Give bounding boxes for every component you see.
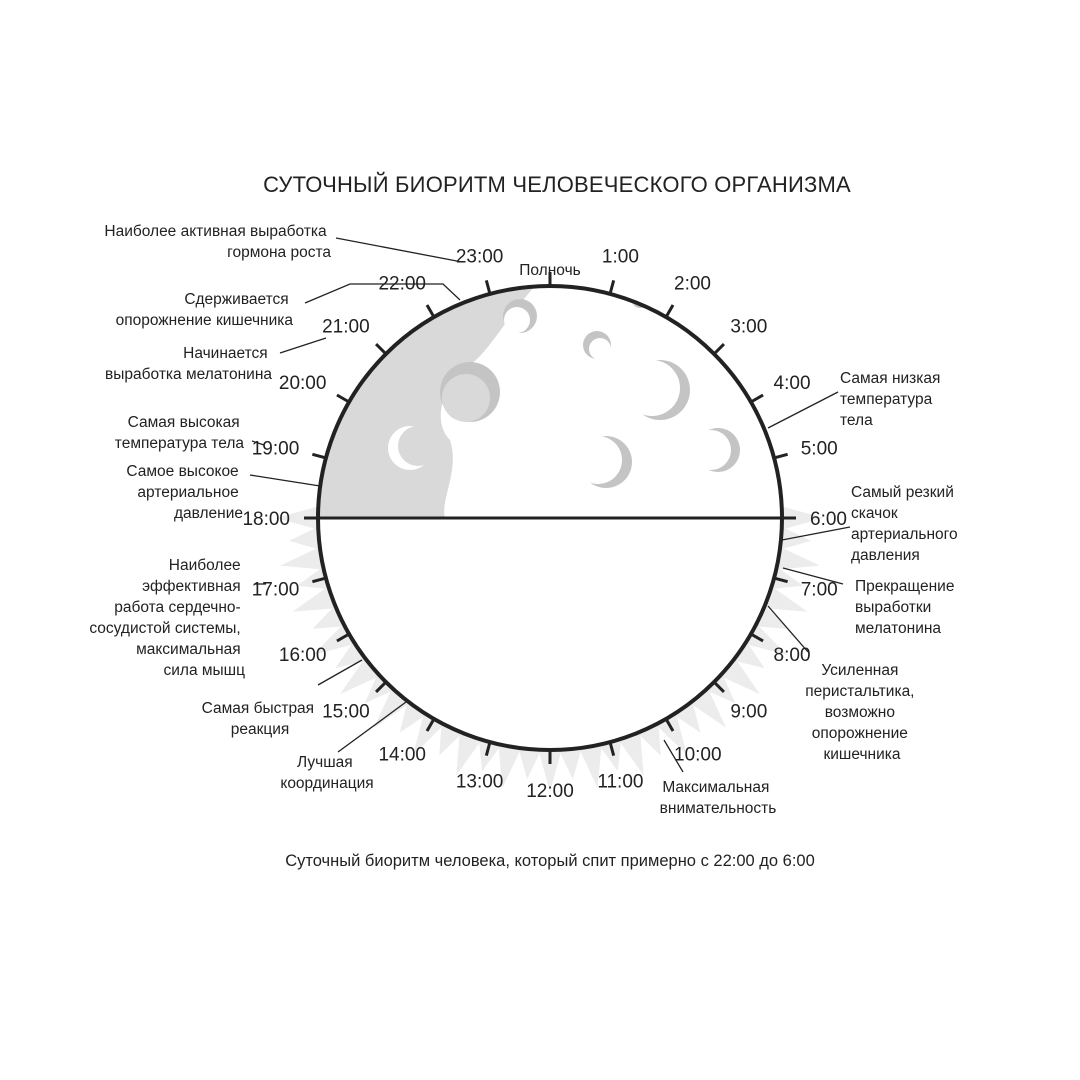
note-line: выработка мелатонина (105, 366, 272, 383)
note-line: Прекращение (855, 578, 955, 595)
note-best-coordination (280, 754, 373, 792)
hour-tick (666, 305, 674, 318)
note-line: Самое высокое (126, 463, 239, 480)
note-line: Самый резкий (851, 484, 954, 501)
note-line: гормона роста (227, 244, 331, 261)
note-line: мелатонина (855, 620, 942, 637)
hour-label: 16:00 (278, 645, 327, 666)
note-line: выработки (855, 599, 932, 616)
note-growth-hormone (104, 223, 331, 261)
sun-ray (289, 527, 320, 550)
note-peristalsis (805, 662, 919, 763)
note-line: Сдерживается (184, 291, 289, 308)
note-line: Усиленная (821, 662, 899, 679)
note-line: давление (173, 505, 243, 522)
hour-label: 12:00 (526, 781, 574, 802)
note-line: Максимальная (662, 779, 770, 796)
note-line: тела (840, 412, 873, 429)
note-line: Самая высокая (127, 414, 240, 431)
hour-tick (337, 395, 350, 403)
note-line: скачок (851, 505, 898, 522)
diagram-title: СУТОЧНЫЙ БИОРИТМ ЧЕЛОВЕЧЕСКОГО ОРГАНИЗМА (263, 172, 851, 197)
hour-tick (427, 305, 435, 318)
note-bowel-suppressed (116, 291, 294, 329)
note-line: температура (840, 391, 933, 408)
note-line: возможно (824, 704, 895, 721)
sun-ray (559, 748, 582, 779)
sun-ray (776, 547, 820, 570)
note-line: Наиболее (168, 557, 241, 574)
note-line: Наиболее активная выработка (104, 223, 327, 240)
hour-label: 18:00 (242, 509, 290, 530)
note-highest-temp (115, 414, 245, 452)
note-line: работа сердечно- (114, 599, 241, 616)
hour-label: 9:00 (730, 701, 768, 723)
note-max-attention (660, 779, 777, 817)
note-line: давления (851, 547, 920, 564)
hour-label: 1:00 (601, 246, 639, 268)
note-melatonin-stop (855, 578, 959, 637)
note-line: опорожнение кишечника (115, 312, 293, 329)
note-line: температура тела (114, 435, 244, 452)
hour-label: 23:00 (455, 246, 504, 268)
hour-label: 21:00 (322, 316, 370, 338)
note-lowest-temp (840, 370, 945, 429)
note-line: перистальтика, (805, 683, 915, 700)
note-line: максимальная (136, 641, 241, 658)
note-bp-jump (851, 484, 962, 564)
hour-label: 4:00 (773, 373, 811, 394)
hour-tick (713, 344, 724, 355)
hour-tick (376, 344, 387, 355)
hour-label: 8:00 (773, 645, 811, 666)
hour-label: 14:00 (378, 744, 426, 766)
note-line: реакция (230, 721, 290, 738)
note-highest-bp (126, 463, 243, 522)
note-line: Начинается (183, 345, 268, 362)
note-line: координация (280, 775, 374, 792)
hour-label: 6:00 (810, 509, 847, 530)
diagram-caption: Суточный биоритм человека, который спит примерно с 22:00 до 6:00 (285, 852, 815, 870)
note-line: Лучшая (297, 754, 353, 771)
note-line: Самая быстрая (201, 700, 315, 717)
note-melatonin-start (105, 345, 272, 383)
hour-label: 3:00 (730, 316, 768, 338)
note-cardio (89, 557, 245, 679)
note-line: сила мышц (163, 662, 245, 679)
hour-tick (750, 395, 763, 403)
hour-label: 7:00 (800, 579, 838, 601)
hour-label: 11:00 (597, 771, 644, 793)
note-line: внимательность (659, 800, 777, 817)
midnight-label: Полночь (519, 262, 581, 279)
note-line: опорожнение (811, 725, 908, 742)
note-line: артериального (851, 526, 958, 543)
hour-label: 19:00 (251, 438, 300, 460)
sun-ray (518, 748, 541, 779)
note-line: кишечника (823, 746, 901, 763)
note-line: эффективная (142, 578, 241, 595)
hour-label: 20:00 (278, 373, 327, 394)
hour-label: 5:00 (800, 438, 838, 460)
note-line: артериальное (137, 484, 239, 501)
hour-label: 22:00 (378, 273, 426, 295)
hour-label: 10:00 (674, 744, 722, 766)
hour-label: 17:00 (251, 579, 300, 601)
hour-label: 13:00 (455, 771, 504, 793)
sun-ray (780, 527, 811, 550)
note-line: Самая низкая (840, 370, 941, 387)
hour-label: 15:00 (322, 701, 370, 723)
sun-ray (280, 547, 324, 570)
note-line: сосудистой системы, (89, 620, 241, 637)
hour-label: 2:00 (674, 273, 711, 295)
note-fastest-reaction (202, 700, 319, 738)
